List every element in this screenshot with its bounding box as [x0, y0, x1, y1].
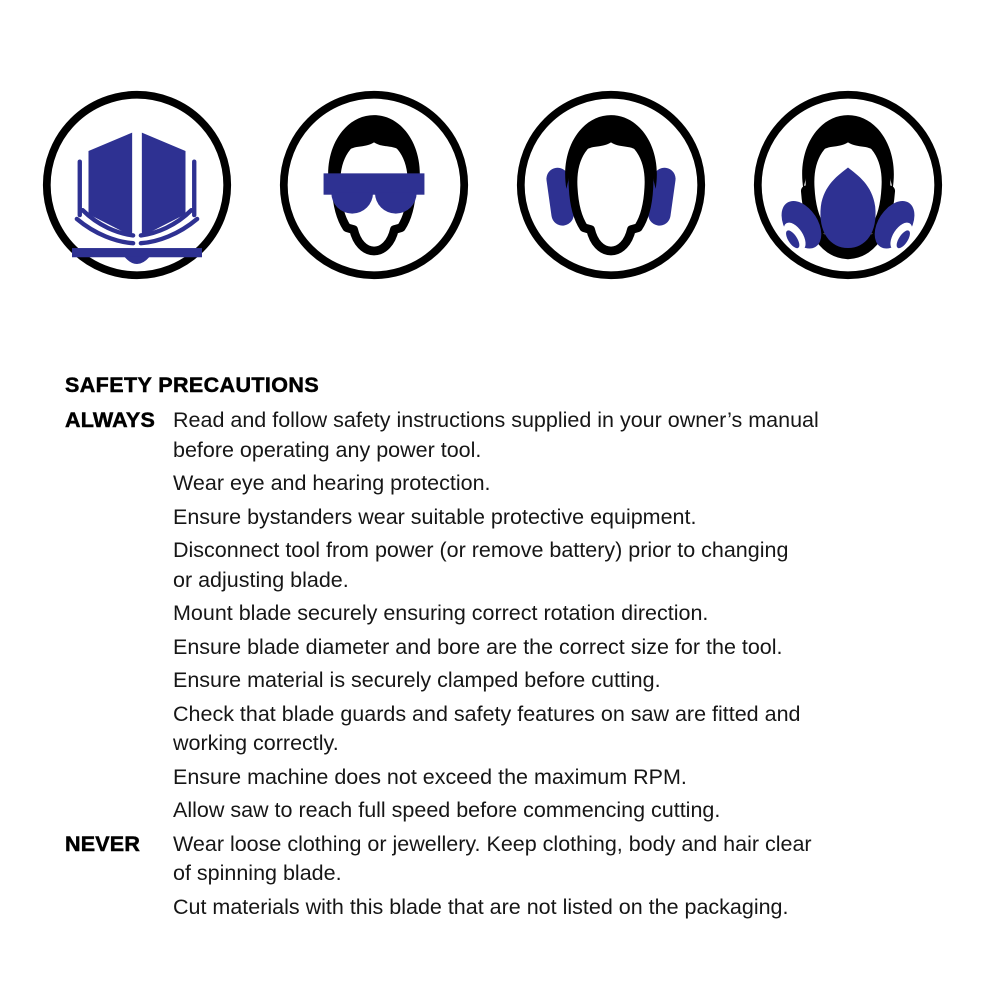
precaution-line: Mount blade securely ensuring correct rotation direction. — [173, 601, 709, 625]
always-items — [173, 406, 898, 830]
precaution-item — [173, 469, 898, 499]
section-label-never: NEVER — [65, 831, 141, 856]
precaution-item — [173, 796, 898, 826]
never-items — [173, 830, 898, 927]
precaution-item — [173, 763, 898, 793]
respirator-icon — [751, 88, 945, 282]
precaution-line: Ensure bystanders wear suitable protective equipment. — [173, 504, 697, 529]
precaution-line: or adjusting blade. — [173, 567, 349, 592]
precaution-line: Ensure blade diameter and bore are the correct size for the tool. — [173, 634, 783, 659]
precaution-line: Read and follow safety instructions supplied in your owner’s manual — [173, 408, 819, 432]
page-title: SAFETY PRECAUTIONS — [65, 373, 320, 397]
precaution-item — [173, 406, 898, 465]
hearing-protection-icon — [514, 88, 708, 282]
precaution-line: Wear eye and hearing protection. — [173, 471, 491, 495]
precaution-line: of spinning blade. — [173, 861, 342, 885]
safety-icons-row — [40, 88, 945, 282]
precaution-line: Ensure material is securely clamped before cutting. — [173, 668, 661, 692]
precaution-line: Disconnect tool from power (or remove battery) prior to changing — [173, 538, 789, 562]
precaution-line: Check that blade guards and safety features on saw are fitted and — [173, 701, 801, 726]
precaution-item — [173, 700, 898, 759]
eye-protection-icon — [277, 88, 471, 282]
read-manual-icon — [40, 88, 234, 282]
precaution-line: Ensure machine does not exceed the maximum RPM. — [173, 764, 687, 789]
precaution-item — [173, 503, 898, 533]
precaution-item — [173, 893, 898, 923]
precaution-item — [173, 633, 898, 663]
precaution-line: working correctly. — [173, 731, 339, 755]
precaution-line: Allow saw to reach full speed before commencing cutting. — [173, 798, 721, 822]
precaution-line: Wear loose clothing or jewellery. Keep clothing, body and hair clear — [173, 831, 812, 856]
precaution-item — [173, 536, 898, 595]
precaution-item — [173, 666, 898, 696]
precaution-line: before operating any power tool. — [173, 437, 482, 462]
always-section — [65, 406, 925, 830]
precaution-item — [173, 599, 898, 629]
precautions-text-block — [65, 372, 925, 926]
section-label-always: ALWAYS — [65, 408, 156, 432]
precaution-item — [173, 830, 898, 889]
precaution-line: Cut materials with this blade that are not listed on the packaging. — [173, 894, 789, 919]
never-section — [65, 830, 925, 927]
